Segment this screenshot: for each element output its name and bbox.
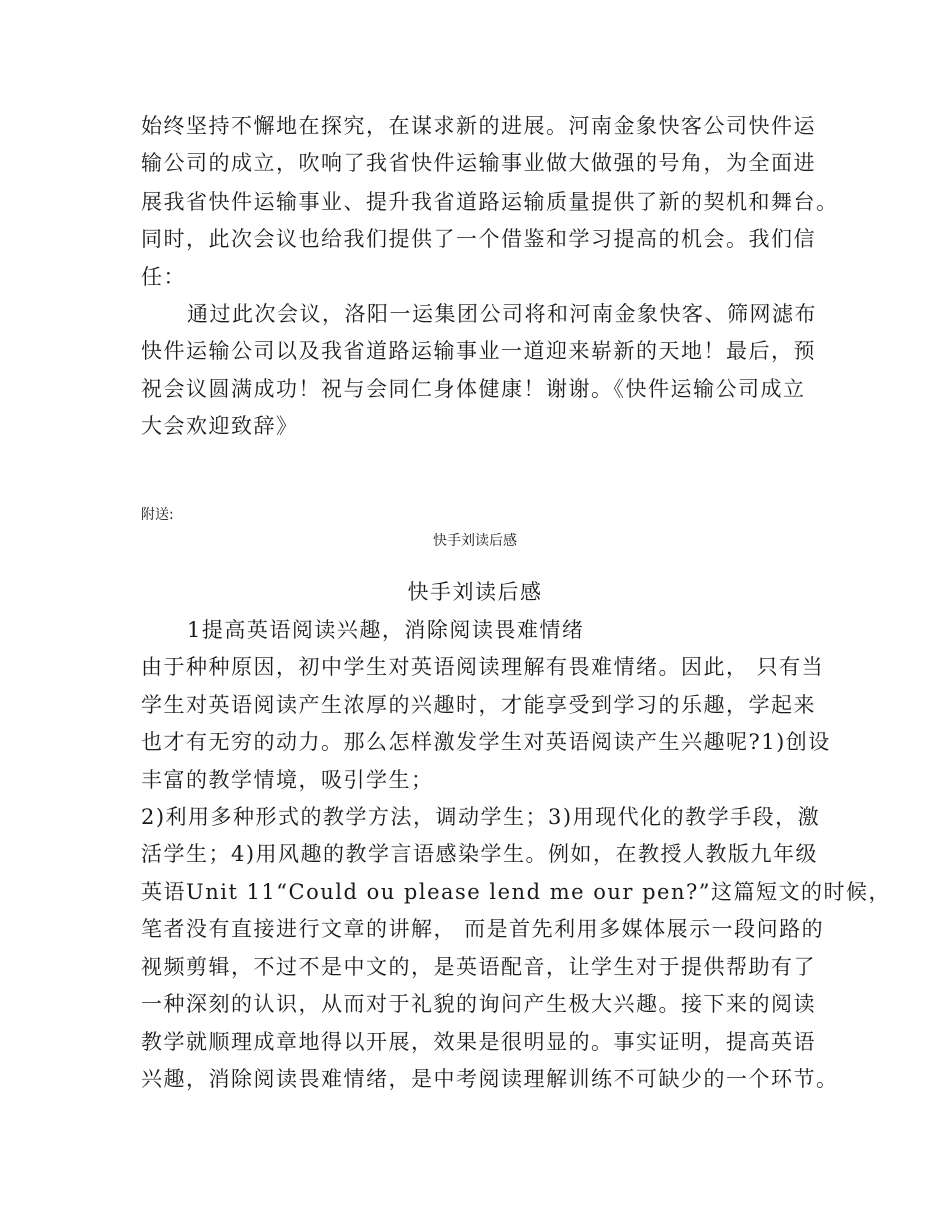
paragraph-line: 始终坚持不懈地在探究，在谋求新的进展。河南金象快客公司快件运: [141, 114, 816, 138]
paragraph-line: 一种深刻的认识，从而对于礼貌的询问产生极大兴趣。接下来的阅读: [141, 992, 816, 1016]
paragraph-line: 2)利用多种形式的教学方法，调动学生；3)用现代化的教学手段，激: [141, 805, 821, 829]
appendix-title: 快手刘读后感: [407, 580, 543, 604]
appendix-label: 附送:: [141, 507, 174, 523]
paragraph-line: 输公司的成立，吹响了我省快件运输事业做大做强的号角，为全面进: [141, 151, 816, 175]
paragraph-line: 快件运输公司以及我省道路运输事业一道迎来崭新的天地！最后，预: [141, 339, 816, 363]
paragraph-line: 祝会议圆满成功！祝与会同仁身体健康！谢谢。《快件运输公司成立: [141, 377, 806, 401]
section-heading: 1提高英语阅读兴趣，消除阅读畏难情绪: [187, 618, 585, 642]
paragraph-line: 学生对英语阅读产生浓厚的兴趣时，才能享受到学习的乐趣，学起来: [141, 693, 816, 717]
paragraph-line: 视频剪辑，不过不是中文的，是英语配音，让学生对于提供帮助有了: [141, 955, 816, 979]
paragraph-line: 教学就顺理成章地得以开展，效果是很明显的。事实证明，提高英语: [141, 1030, 816, 1054]
paragraph-line: 兴趣，消除阅读畏难情绪，是中考阅读理解训练不可缺少的一个环节。: [141, 1067, 839, 1091]
paragraph-line: 同时，此次会议也给我们提供了一个借鉴和学习提高的机会。我们信: [141, 227, 816, 251]
paragraph-line: 大会欢迎致辞》: [141, 414, 299, 438]
paragraph-line: 也才有无穷的动力。那么怎样激发学生对英语阅读产生兴趣呢?1)创设: [141, 730, 831, 754]
paragraph-line: 任：: [141, 265, 186, 289]
appendix-small-title: 快手刘读后感: [433, 533, 517, 549]
paragraph-line: 展我省快件运输事业、提升我省道路运输质量提供了新的契机和舞台。: [141, 190, 839, 214]
paragraph-line: 由于种种原因，初中学生对英语阅读理解有畏难情绪。因此， 只有当: [141, 655, 825, 679]
paragraph-line: 笔者没有直接进行文章的讲解， 而是首先利用多媒体展示一段问路的: [141, 917, 825, 941]
paragraph-line: 丰富的教学情境，吸引学生；: [141, 768, 434, 792]
paragraph-line: 通过此次会议，洛阳一运集团公司将和河南金象快客、筛网滤布: [187, 302, 817, 326]
paragraph-line: 英语Unit 11“Could ou please lend me our pen?”这篇短文的时候，: [141, 880, 891, 904]
paragraph-line: 活学生；4)用风趣的教学言语感染学生。例如，在教授人教版九年级: [141, 842, 819, 866]
